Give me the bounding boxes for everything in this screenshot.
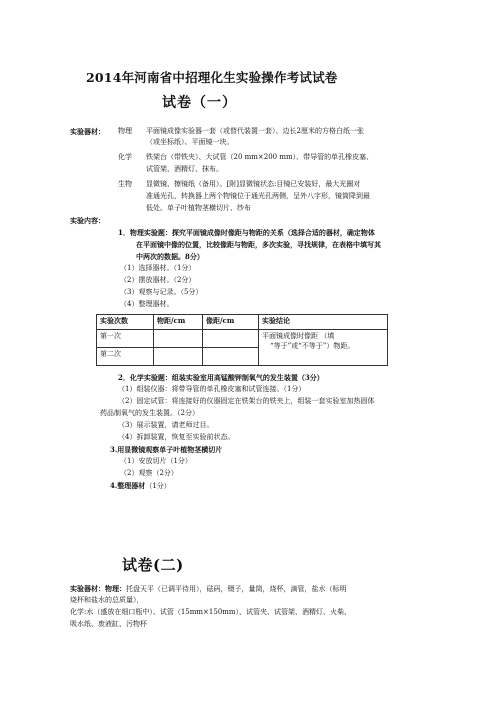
conclusion-line-1: 平面镜成像时像距 （填	[262, 332, 335, 340]
data-table	[96, 314, 388, 366]
section4-heading: 4.整理器材	[110, 481, 146, 490]
section3-step-1: （1）安放切片（1分）	[120, 457, 192, 465]
section1-heading-line-2: 在平面镜中像的位置，比较像距与物距，多次实验，寻找规律，在表格中填写其	[136, 240, 381, 249]
image-distance-cell-1[interactable]	[203, 330, 259, 348]
subject-chemistry-name: 化学	[118, 153, 132, 161]
paper2-physics-line-2: 烧杯和盐水的总质量），	[70, 596, 144, 604]
subject-physics-line-2: （或坐标纸）、平面镜一块。	[146, 138, 234, 146]
section4-score: （1分）	[145, 482, 171, 490]
section1-step-3: （3）观察与记录。（5分）	[120, 288, 203, 296]
table-header-image-distance: 像距/cm	[203, 315, 259, 330]
section2-line-5: （4）拆卸装置，恢复至实验前状态。	[118, 433, 235, 441]
object-distance-cell-1[interactable]	[154, 330, 203, 348]
subject-biology-line-1: 显微镜、擦镜纸（备用）。[附]显微镜状态:目镜已安装好，最大光圈对	[146, 180, 361, 188]
subject-biology-name: 生物	[118, 180, 132, 188]
table-header-row	[97, 315, 388, 330]
subject-biology-line-2: 准通光孔，转换器上两个物镜位于通光孔两侧，呈外八字形，镜筒降到最	[146, 192, 370, 200]
section2-line-2: （2）固定试管：将连接好的仪器固定在铁架台的铁夹上，组装一套实验室加热固体	[118, 397, 375, 405]
object-distance-cell-2[interactable]	[154, 348, 203, 366]
section2-line-1: （1）组装仪器：将带导管的单孔橡皮塞和试管连接。（1分）	[118, 385, 306, 393]
subject-chemistry-line-1: 铁架台（带铁夹）、大试管（20 mm×200 mm）、带导管的单孔橡皮塞、	[146, 153, 374, 161]
subject-physics-name: 物理	[118, 127, 132, 135]
paper1-title: 试卷（一）	[162, 95, 237, 111]
section3-step-2: （2）观察（2分）	[120, 469, 178, 477]
conclusion-cell[interactable]	[259, 330, 388, 366]
section2-line-3: 药品制氧气的发生装置。（2分）	[100, 409, 199, 417]
section1-heading-line-3: 中两次的数据。8分）	[136, 252, 204, 261]
table-row-label-first: 第一次	[97, 330, 154, 348]
paper2-chem-line-1: 化学:水（盛放在细口瓶中）、试管（15mm×150mm）、试管夹、试管架、酒精灯、火柴、	[70, 608, 352, 616]
table-row	[97, 330, 388, 348]
content-label: 实验内容：	[70, 216, 105, 225]
paper2-physics-text-1: 托盘天平（已调平待用），砝码，镊子，量筒，烧杯，滴管，盐水（标明	[126, 585, 347, 593]
section1-step-4: （4）整理器材。	[120, 300, 174, 308]
materials-label: 实验器材：	[70, 127, 105, 136]
section1-step-1: （1）选择器材。（1分）	[120, 264, 196, 272]
paper2-title: 试卷(二)	[122, 556, 184, 574]
exam-title: 2014年河南省中招理化生实验操作考试试卷	[86, 70, 338, 85]
section1-heading-line-1: 1．物理实验题：探究平面镜成像时像距与物距的关系（选择合适的器材，确定物体	[118, 228, 375, 237]
subject-chemistry-line-2: 试管架、酒精灯、抹布。	[146, 165, 223, 173]
paper2-physics-label: 实验器材：物理：	[70, 584, 126, 593]
conclusion-line-2: “等于”或“不等于”）物距。	[270, 342, 355, 350]
table-row-label-second: 第二次	[97, 348, 154, 366]
table-header-conclusion: 实验结论	[259, 315, 388, 330]
section2-heading: 2．化学实验题：组装实验室用高锰酸钾制氧气的发生装置（3分）	[118, 373, 324, 382]
section2-line-4: （3）展示装置，请老师过目。	[118, 421, 214, 429]
image-distance-cell-2[interactable]	[203, 348, 259, 366]
section1-step-2: （2）摆放器材。（2分）	[120, 276, 196, 284]
table-header-trials: 实验次数	[97, 315, 154, 330]
section3-heading: 3.用显微镜观察单子叶植物茎横切片	[110, 445, 223, 454]
subject-biology-line-3: 低处。单子叶植物茎横切片、纱布	[146, 204, 251, 212]
subject-physics-line-1: 平面镜成像实验器一套（或替代装置一套）、边长2厘米的方格白纸一张	[146, 127, 364, 135]
section4	[110, 480, 171, 492]
table-header-object-distance: 物距/cm	[154, 315, 203, 330]
paper2-physics-line-1	[70, 583, 347, 595]
paper2-chem-line-2: 吸水纸、废液缸、污物杯	[70, 620, 147, 628]
